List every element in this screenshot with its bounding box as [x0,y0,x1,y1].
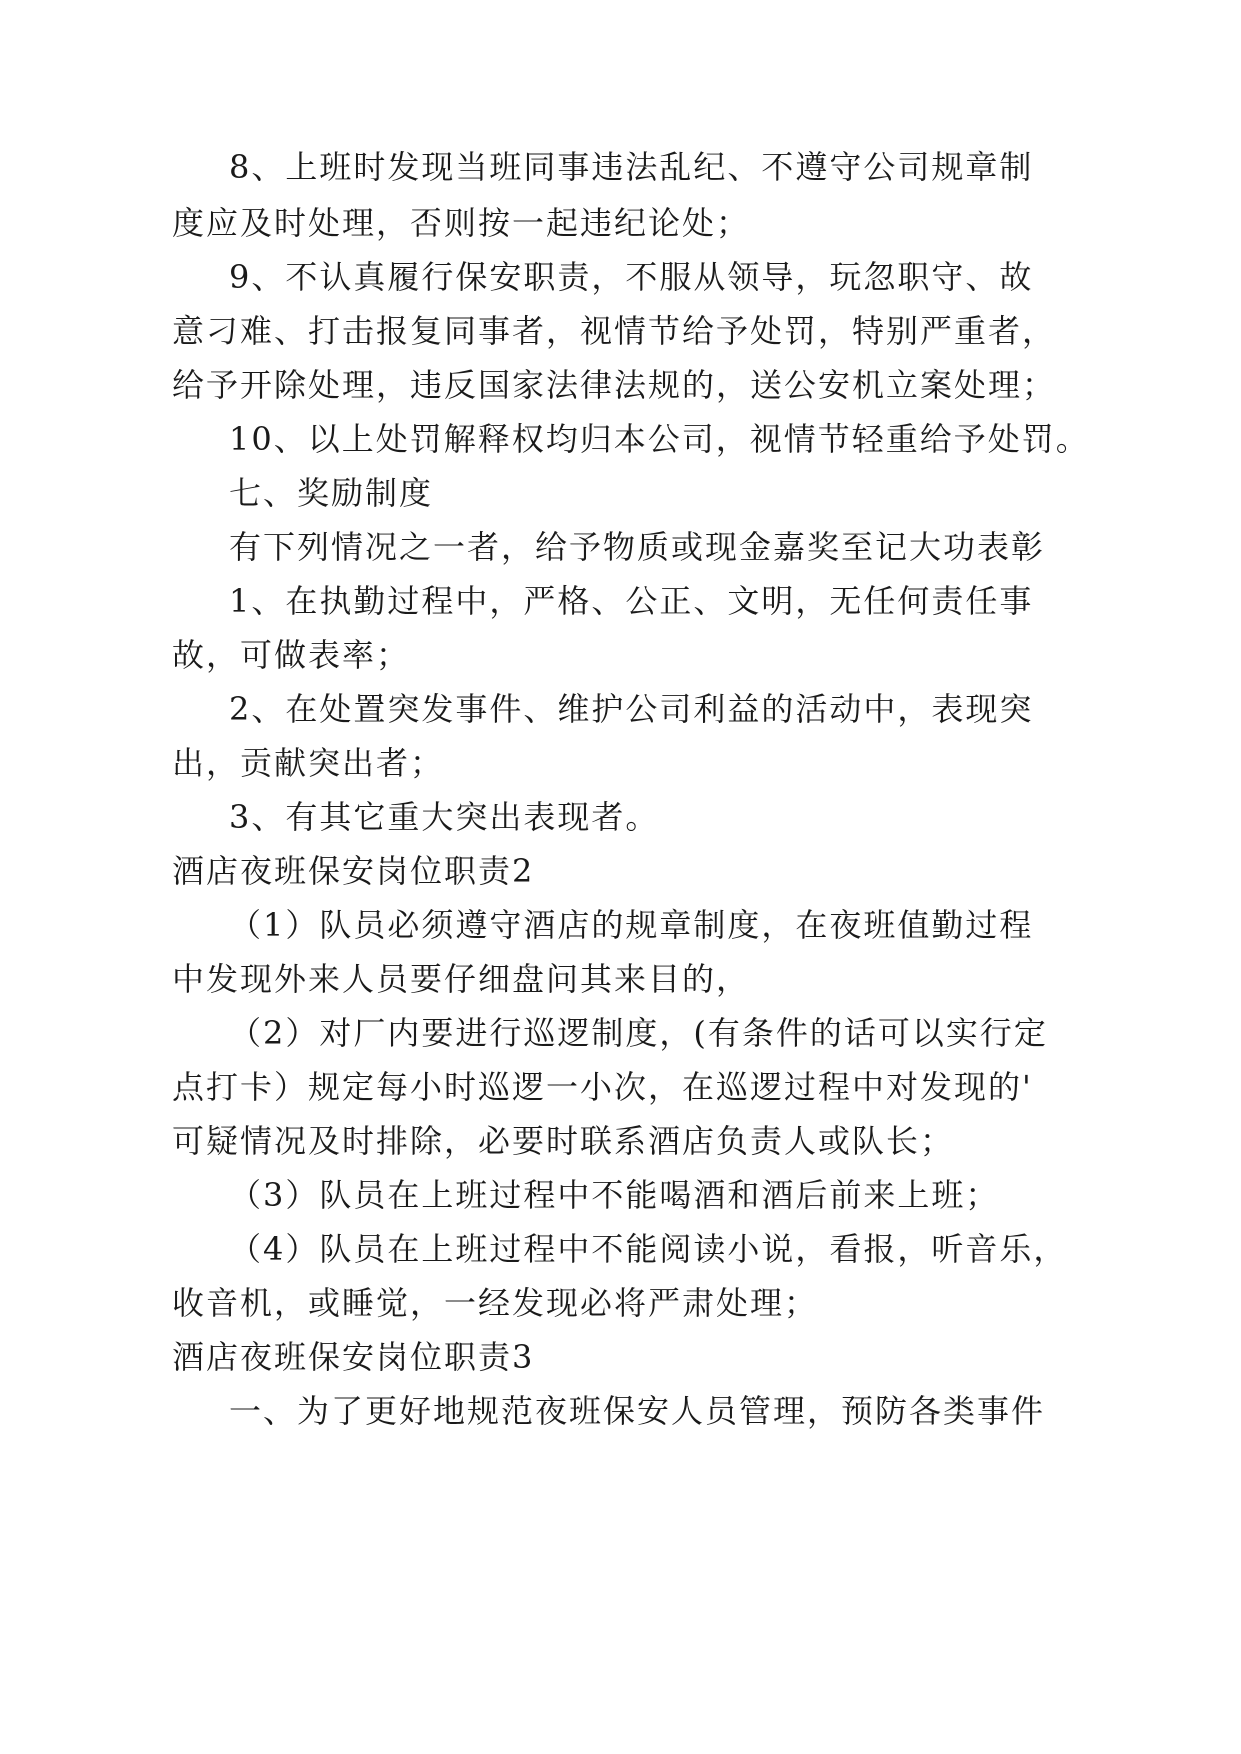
text-line: 1、在执勤过程中，严格、公正、文明，无任何责任事 [229,582,1034,620]
text-line: 故，可做表率； [172,636,411,674]
text-line: 度应及时处理，否则按一起违纪论处； [172,204,751,242]
section-heading: 七、奖励制度 [229,474,434,512]
text-line: 10、以上处罚解释权均归本公司，视情节轻重给予处罚。 [229,420,1090,458]
text-line: 收音机，或睡觉，一经发现必将严肃处理； [172,1284,819,1322]
text-line: 中发现外来人员要仔细盘问其来目的， [172,960,751,998]
text-line: 有下列情况之一者，给予物质或现金嘉奖至记大功表彰 [229,528,1046,566]
text-line: 可疑情况及时排除，必要时联系酒店负责人或队长； [172,1122,955,1160]
text-line: 意刁难、打击报复同事者，视情节给予处罚，特别严重者， [172,312,1057,350]
text-line: 给予开除处理，违反国家法律法规的，送公安机立案处理； [172,366,1057,404]
text-line: 出，贡献突出者； [172,744,445,782]
section-heading: 酒店夜班保安岗位职责3 [172,1338,535,1376]
text-line: （3）队员在上班过程中不能喝酒和酒后前来上班； [229,1176,1000,1214]
text-line: （4）队员在上班过程中不能阅读小说，看报，听音乐， [229,1230,1068,1268]
text-line: 点打卡）规定每小时巡逻一小次，在巡逻过程中对发现的' [172,1068,1033,1106]
text-line: （2）对厂内要进行巡逻制度，(有条件的话可以实行定 [229,1014,1048,1052]
text-line: 3、有其它重大突出表现者。 [229,798,660,836]
text-line: 2、在处置突发事件、维护公司利益的活动中，表现突 [229,690,1034,728]
text-line: 8、上班时发现当班同事违法乱纪、不遵守公司规章制 [229,148,1034,186]
section-heading: 酒店夜班保安岗位职责2 [172,852,535,890]
text-line: 一、为了更好地规范夜班保安人员管理，预防各类事件 [229,1392,1046,1430]
text-line: 9、不认真履行保安职责，不服从领导，玩忽职守、故 [229,258,1034,296]
text-line: （1）队员必须遵守酒店的规章制度，在夜班值勤过程 [229,906,1034,944]
